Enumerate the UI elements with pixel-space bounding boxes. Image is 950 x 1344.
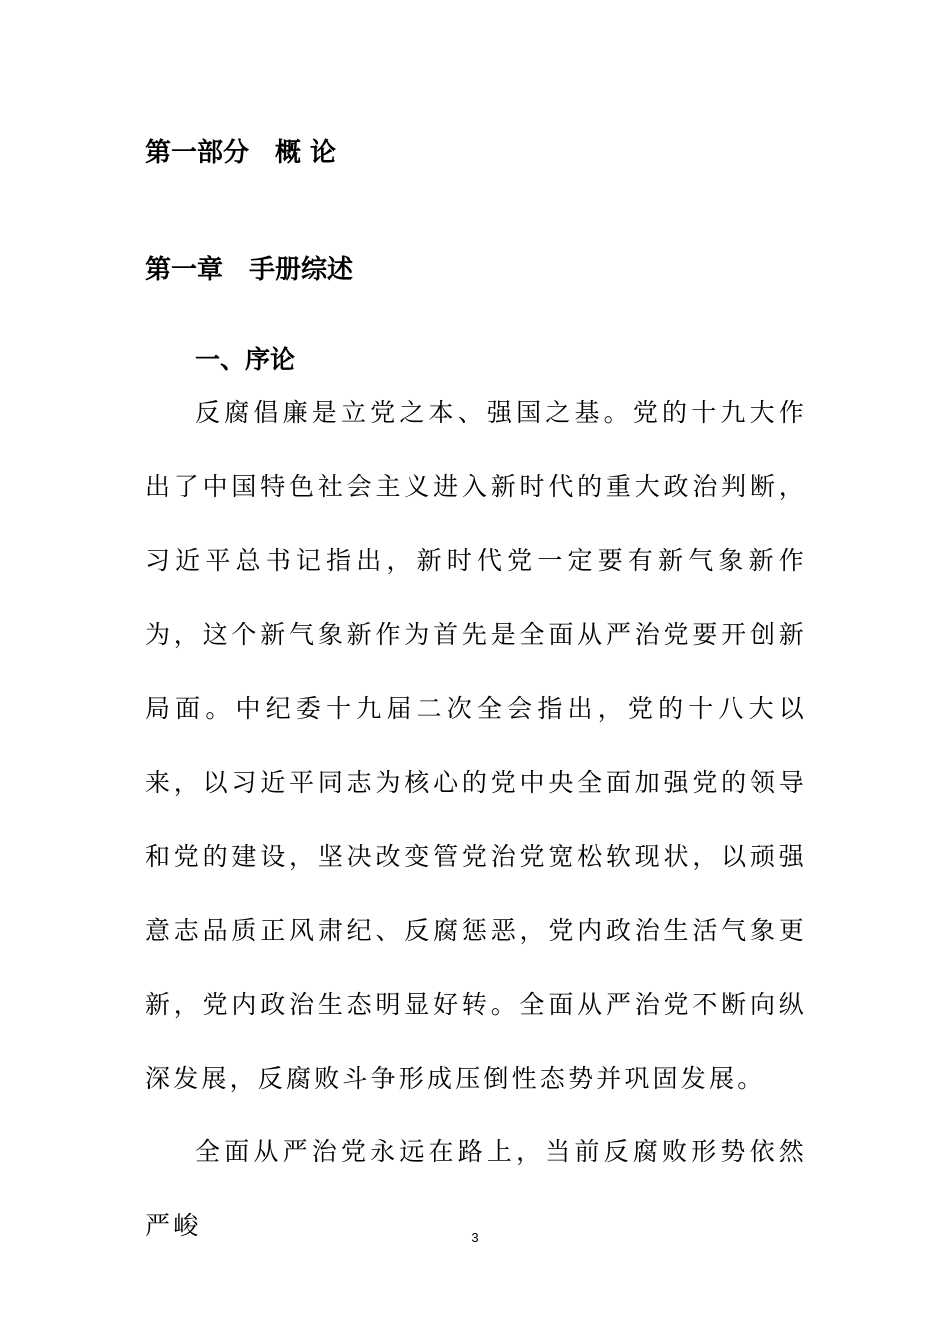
part-title: 第一部分 概 论 [145, 138, 337, 168]
body-paragraph: 全面从严治党永远在路上，当前反腐败形势依然严峻 [145, 1137, 807, 1240]
section-title: 一、序论 [195, 345, 296, 374]
page-number: 3 [471, 1230, 479, 1245]
body-paragraph: 反腐倡廉是立党之本、强国之基。党的十九大作出了中国特色社会主义进入新时代的重大政治判断，习近平总书记指出，新时代党一定要有新气象新作为，这个新气象新作为首先是全面从严治党要开创新局面。中纪委十九届二次全会指出，党的十八大以来，以习近平同志为核心的党中央全面加强党的领导和党的建设，坚决改变管党治党宽松软现状，以顽强意志品质正风肃纪、反腐惩恶，党内政治生活气象更新，党内政治生态明显好转。全面从严治党不断向纵深发展，反腐败斗争形成压倒性态势并巩固发展。 [145, 398, 807, 1093]
chapter-title: 第一章 手册综述 [145, 255, 354, 285]
